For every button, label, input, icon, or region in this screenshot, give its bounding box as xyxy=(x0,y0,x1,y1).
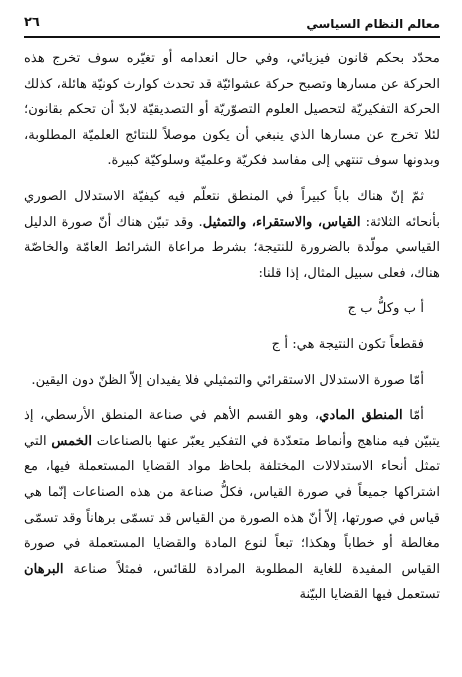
paragraph-2-bold-terms: القياس، والاستقراء، والتمثيل xyxy=(202,214,361,230)
paragraph-1-text: محدّد بحكم قانون فيزيائي، وفي حال انعدامه أو تغيّره سوف تخرج هذه الحركة عن مسارها وتصبح حركة عشوائيّة قد تحدث كوارث كونيّة هائلة، كذلك الحركة التفكيريّة لتحصيل العلوم التصوّريّة أو التصديقيّة لابدّ أن تحكم بقانون؛ لئلا تخرج عن مسارها الذي ينبغي أن يكون موصلاً للنتائج العلميّة المطلوبة، وبدونها سوف تنتهي إلى مفاسد فكريّة وعلميّة وسلوكيّة كبيرة. xyxy=(24,51,440,169)
paragraph-4-text-start: أمّا xyxy=(402,408,424,424)
paragraph-3-text: أمّا صورة الاستدلال الاستقرائي والتمثيلي فلا يفيدان إلاّ الظنّ دون اليقين. xyxy=(31,372,424,388)
paragraph-4-bold-demonstration: البرهان xyxy=(24,561,64,577)
paragraph-3 xyxy=(24,368,440,394)
paragraph-4-text-mid1: ، وهو القسم الأهم في صناعة المنطق الأرسطي، إذ يتبيّن فيه مناهج وأنماط متعدّدة في التفكير يعبّر عنها بالصناعات xyxy=(24,408,440,449)
syllogism-premises xyxy=(24,296,440,322)
paragraph-4-text-mid2: التي تمثل أنحاء الاستدلالات المختلفة بلحاظ مواد القضايا المستعملة فيها، مع اشتراكها جميعاً في صورة القياس، فكلُّ صناعة من هذه الصناعات إنّما هي قياس في صورتها، إلاّ أنّ هذه الصورة من القياس قد تسمّى برهاناً وقد تسمّى مغالطة أو خطاباً وهكذا؛ تبعاً لنوع المادة والقضايا المستعملة في صورة القياس المفيدة للغاية المطلوبة المرادة للقائس، فمثلاً صناعة xyxy=(24,433,440,577)
paragraph-1 xyxy=(24,46,440,174)
paragraph-2 xyxy=(24,184,440,286)
paragraph-4-text-end: تستعمل فيها القضايا البيّنة xyxy=(299,587,440,603)
page-body xyxy=(24,46,440,608)
header-rule xyxy=(24,36,440,38)
running-title: معالم النظام السياسي xyxy=(306,17,440,31)
page-header xyxy=(24,14,440,36)
syllogism-conclusion-text: فقطعاً تكون النتيجة هي: أ ج xyxy=(271,336,424,352)
syllogism-conclusion xyxy=(24,332,440,358)
syllogism-premises-text: أ ب وكلُّ ب ج xyxy=(347,301,424,317)
paragraph-4-bold-material-logic: المنطق المادي xyxy=(319,408,403,424)
paragraph-2-text-end: . وقد تبيّن هناك أنّ صورة الدليل القياسي مولّدة بالضرورة للنتيجة؛ بشرط مراعاة الشرائط العامّة والخاصّة هناك، فعلى سبيل المثال، إذا قلنا: xyxy=(24,214,440,281)
page-number: ٢٦ xyxy=(24,15,40,30)
paragraph-4-bold-five: الخمس xyxy=(51,433,92,449)
paragraph-2-text-start: ثمّ إنّ هناك باباً كبيراً في المنطق نتعلّم فيه كيفيّة الاستدلال الصوري بأنحائه الثلاثة: xyxy=(24,188,440,230)
paragraph-4 xyxy=(24,403,440,608)
